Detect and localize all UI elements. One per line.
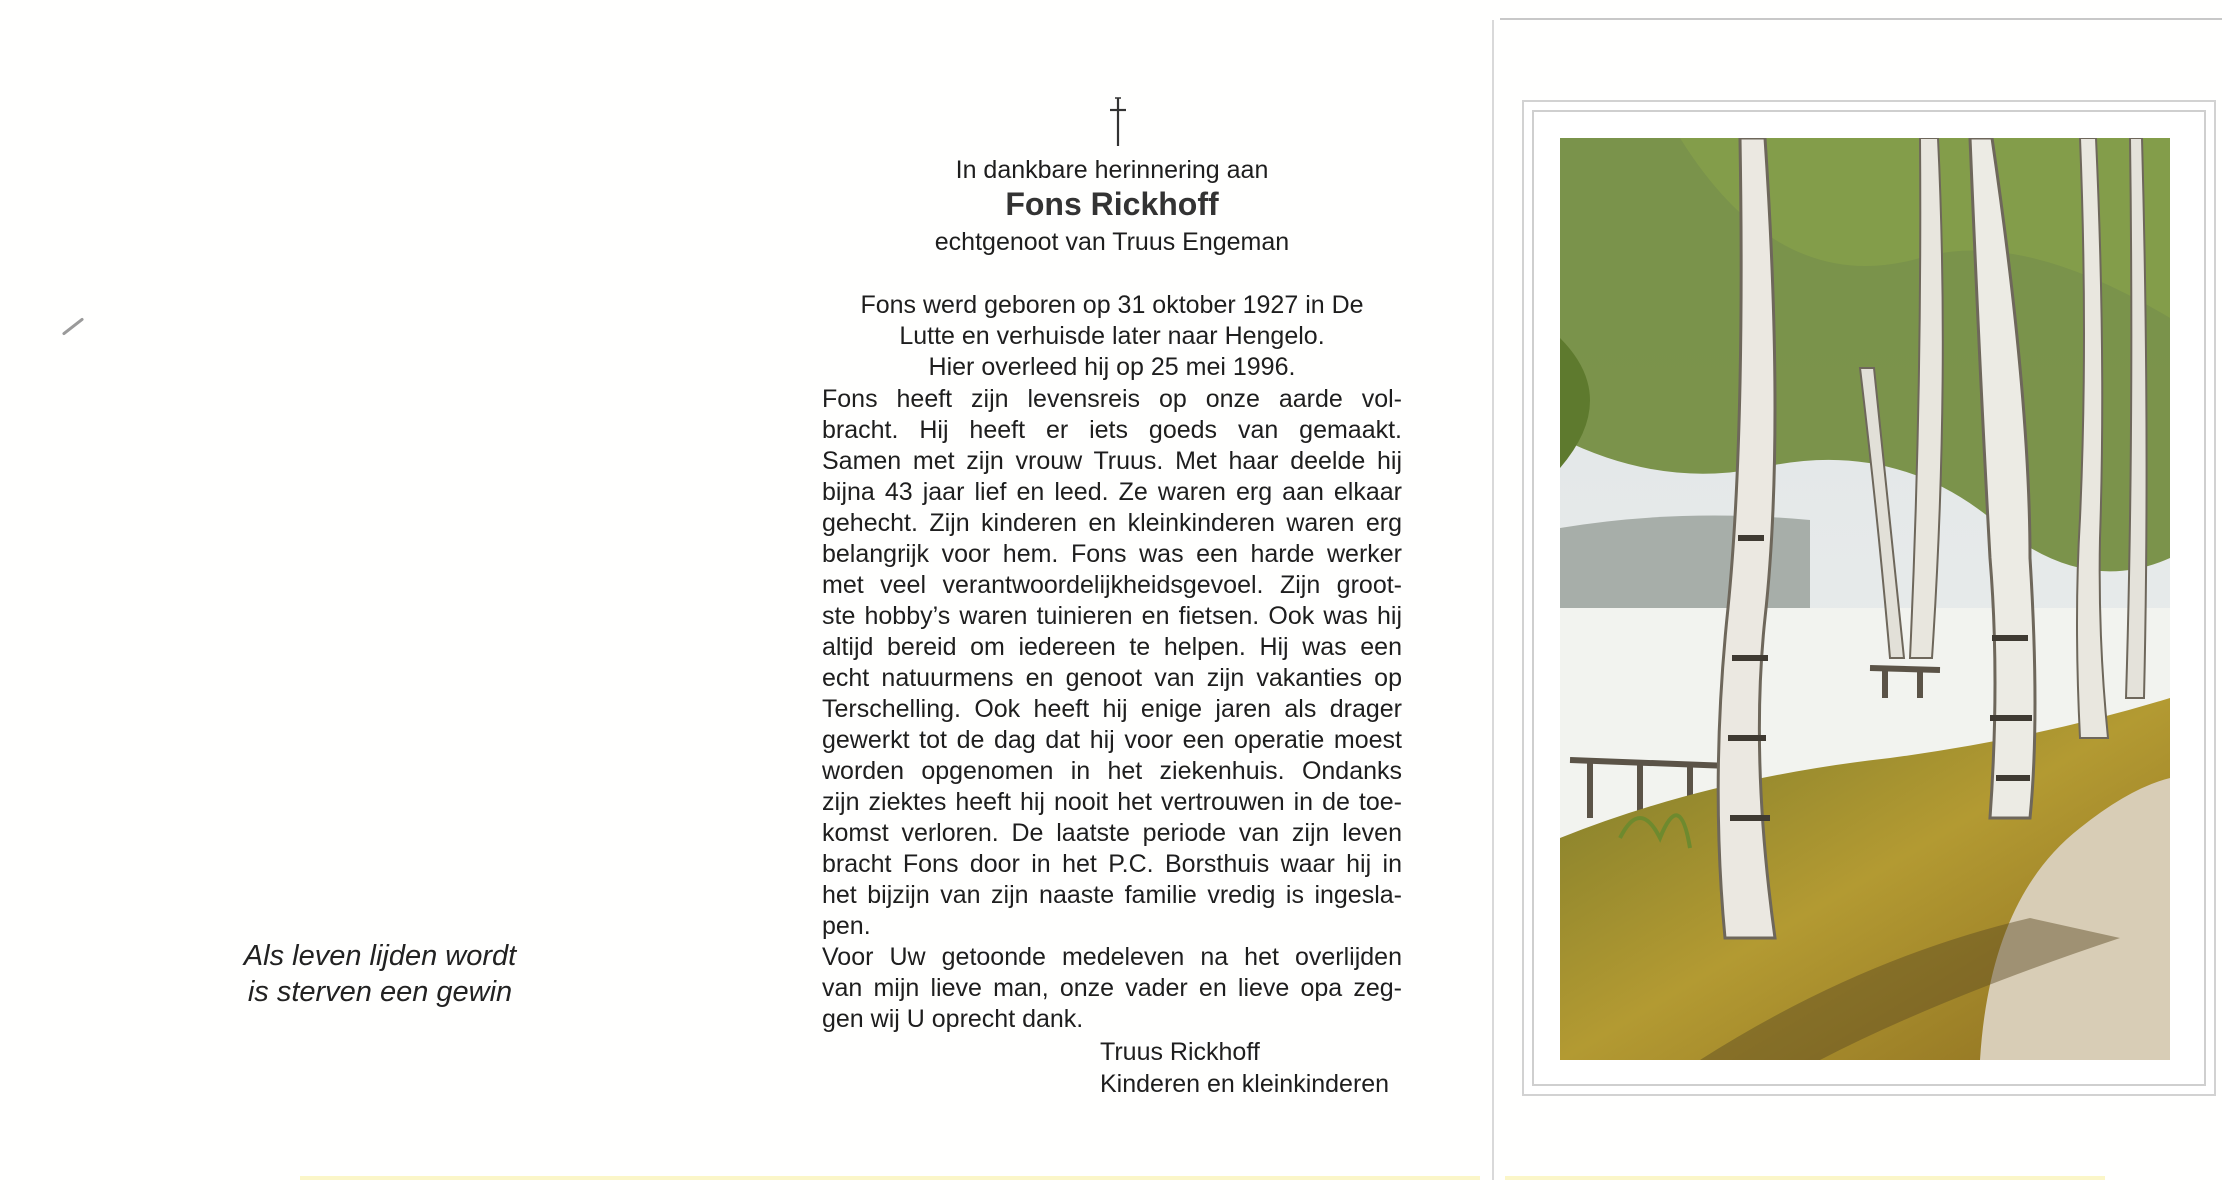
text-line: met veel verantwoordelijkheidsgevoel. Zijn groot- — [822, 571, 1402, 599]
scan-bottom-edge-left — [300, 1176, 1480, 1180]
deceased-name: Fons Rickhoff — [1005, 186, 1219, 222]
text-line: Samen met zijn vrouw Truus. Met haar deelde hij — [822, 447, 1402, 475]
spouse-text: echtgenoot van Truus Engeman — [934, 228, 1290, 256]
intro-text: In dankbare herinnering aan — [955, 156, 1269, 184]
text-line: komst verloren. De laatste periode van zijn leven — [822, 819, 1402, 847]
birth-line: Fons werd geboren op 31 oktober 1927 in De — [860, 291, 1364, 319]
scan-speck — [62, 317, 84, 335]
text-line: pen. — [822, 912, 871, 940]
motto-line: is sterven een gewin — [247, 976, 513, 1008]
text-line: altijd bereid om iedereen te helpen. Hij was een — [822, 633, 1402, 661]
text-line: gehecht. Zijn kinderen en kleinkinderen waren erg — [822, 509, 1402, 537]
text-line: van mijn lieve man, onze vader en lieve opa zeg- — [822, 974, 1402, 1002]
birth-line: Lutte en verhuisde later naar Hengelo. — [899, 322, 1325, 350]
signature-line: Truus Rickhoff — [1100, 1038, 1260, 1066]
text-line: bijna 43 jaar lief en leed. Ze waren erg aan elkaar — [822, 478, 1402, 506]
motto — [180, 938, 580, 1010]
text-line: zijn ziektes heeft hij nooit het vertrouwen in de toe- — [822, 788, 1402, 816]
text-line: echt natuurmens en genoot van zijn vakanties op — [822, 664, 1402, 692]
text-line: bracht Fons door in het P.C. Borsthuis waar hij in — [822, 850, 1402, 878]
signature — [1100, 1036, 1389, 1100]
text-line: Voor Uw getoonde medeleven na het overlijden — [822, 943, 1402, 971]
text-line: Terschelling. Ook heeft hij enige jaren als drager — [822, 695, 1402, 723]
signature-line: Kinderen en kleinkinderen — [1100, 1070, 1390, 1098]
text-line: worden opgenomen in het ziekenhuis. Ondanks — [822, 757, 1402, 785]
card-fold-line — [1492, 20, 1494, 1180]
motto-line: Als leven lijden wordt — [243, 940, 517, 972]
text-line: bracht. Hij heeft er iets goeds van gemaakt. — [822, 416, 1402, 444]
text-line: Fons heeft zijn levensreis op onze aarde vol- — [822, 385, 1402, 413]
birth-paragraph — [822, 290, 1402, 383]
scan-top-edge — [1500, 18, 2222, 20]
scan-bottom-edge-right — [1505, 1176, 2105, 1180]
text-line: belangrijk voor hem. Fons was een harde werker — [822, 540, 1402, 568]
text-line: gewerkt tot de dag dat hij voor een operatie moest — [822, 726, 1402, 754]
text-line: gen wij U oprecht dank. — [822, 1005, 1084, 1033]
cross-icon — [1098, 94, 1138, 150]
text-line: het bijzijn van zijn naaste familie vredig is ingesla- — [822, 881, 1402, 909]
memorial-text — [822, 384, 1402, 1035]
birth-line: Hier overleed hij op 25 mei 1996. — [928, 353, 1296, 381]
text-line: ste hobby’s waren tuinieren en fietsen. Ook was hij — [822, 602, 1402, 630]
birch-lake-illustration — [1560, 138, 2170, 1060]
landscape-photo — [1560, 138, 2170, 1060]
